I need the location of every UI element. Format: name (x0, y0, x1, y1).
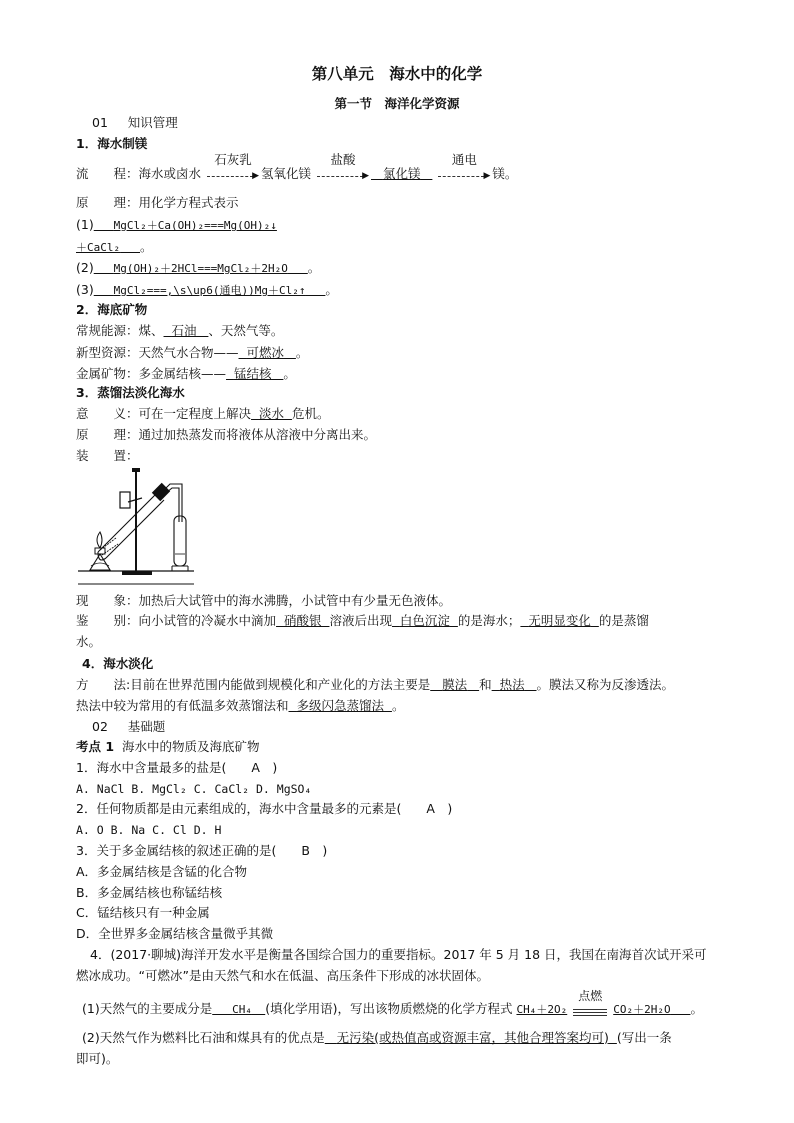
answer-blank (289, 698, 392, 713)
question-3-option-d: D．全世界多金属结核含量微乎其微 (76, 926, 274, 941)
text: (写出一条 (616, 1030, 672, 1045)
text: (1)天然气的主要成分是 (82, 1001, 213, 1016)
text: (填化学用语)，写出该物质燃烧的化学方程式 (265, 1001, 513, 1016)
question-3: 3．关于多金属结核的叙述正确的是( B ) (76, 843, 328, 858)
question-4-part1: (1)天然气的主要成分是 CH₄ (填化学用语)，写出该物质燃烧的化学方程式 CH₄＋2O₂ 点燃 CO₂＋2H₂O 。 (82, 1000, 703, 1019)
answer-blank (251, 406, 292, 421)
text: 用化学方程式表示 (138, 195, 239, 210)
minerals-heading: 2．海底矿物 (76, 302, 148, 317)
section-name: 基础题 (127, 719, 166, 734)
answer-blank (492, 677, 537, 692)
answer-blank (371, 166, 432, 181)
eq-text: MgCl₂＋Ca(OH)₂===Mg(OH)₂↓ (113, 219, 277, 232)
distill-phenomenon (76, 592, 451, 610)
equation-1 (76, 216, 277, 235)
answer-blank (94, 262, 308, 275)
section-number: 02 (92, 719, 108, 734)
distill-principle (76, 426, 376, 444)
question-4-part2-wrap: 即可)。 (76, 1051, 119, 1066)
eq-text: ＋CaCl₂ (76, 241, 121, 254)
question-2: 2．任何物质都是由元素组成的，海水中含量最多的元素是( A ) (76, 801, 453, 816)
question-3-option-b: B．多金属结核也称锰结核 (76, 885, 223, 900)
arrow-head-icon: ▶ (483, 170, 491, 181)
label: 流 程： (76, 166, 139, 181)
label: 意 义： (76, 406, 139, 421)
distill-identify-wrap: 水。 (76, 634, 102, 649)
eq-text: Mg(OH)₂＋2HCl===MgCl₂＋2H₂O (113, 262, 288, 275)
blank-text: 膜法 (442, 677, 468, 692)
answer-blank (212, 1003, 265, 1016)
equation-1-cont: ＋CaCl₂ 。 (76, 239, 153, 254)
section-number: 01 (92, 115, 108, 130)
answer-blank (164, 323, 209, 338)
desal-heading: 4．海水淡化 (82, 656, 154, 671)
text: 加热后大试管中的海水沸腾，小试管中有少量无色液体。 (138, 593, 452, 608)
answer-blank (520, 613, 598, 628)
mg-flow (76, 151, 518, 184)
eq-text: CO₂＋2H₂O (613, 1003, 671, 1016)
answer-blank (76, 241, 140, 254)
question-3-option-a: A．多金属结核是含锰的化合物 (76, 864, 248, 879)
answer-blank (276, 613, 329, 628)
distill-identify (76, 612, 649, 630)
arrow-label: 盐酸 (330, 151, 356, 167)
text: 通过加热蒸发而将液体从溶液中分离出来。 (138, 427, 377, 442)
flow-start: 海水或卤水 (138, 166, 202, 181)
arrow-label: 通电 (451, 151, 477, 167)
exam-point (76, 738, 260, 756)
question-3-option-c: C．锰结核只有一种金属 (76, 905, 210, 920)
text: 的是蒸馏 (598, 613, 649, 628)
answer-blank (94, 219, 277, 232)
mg-heading: 1．海水制镁 (76, 136, 148, 151)
text: (2)天然气作为燃料比石油和煤具有的优点是 (82, 1030, 325, 1045)
answer-blank (613, 1003, 690, 1016)
eq-text: CH₄＋2O₂ (516, 1003, 568, 1016)
minerals-conventional (76, 322, 283, 340)
text: 、天然气等。 (208, 323, 284, 338)
minerals-metal: 金属矿物：多金属结核—— 锰结核 。 (76, 366, 296, 381)
text: 向小试管的冷凝水中滴加 (138, 613, 277, 628)
text: 。膜法又称为反渗透法。 (536, 677, 675, 692)
arrow-2 (315, 151, 371, 184)
label: 方 法: (76, 677, 131, 692)
blank-text: 氯化镁 (382, 166, 421, 181)
blank-text: 无污染(或热值高或资源丰富，其他合理答案均可) (336, 1030, 609, 1045)
text: 和 (479, 677, 492, 692)
eq-number: (3) (76, 282, 94, 297)
arrow-label: 石灰乳 (214, 151, 252, 167)
question-4-line1: 4．(2017·聊城)海洋开发水平是衡量各国综合国力的重要指标。2017 年 5 月 18 日，我国在南海首次试开采可 (90, 947, 707, 962)
blank-text: 硝酸银 (283, 613, 322, 628)
question-1-options: A. NaCl B. MgCl₂ C. CaCl₂ D. MgSO₄ (76, 782, 312, 796)
distillation-apparatus-illustration (76, 462, 200, 588)
section-name: 知识管理 (127, 115, 178, 130)
unit-title: 第八单元 海水中的化学 (311, 65, 483, 83)
mg-principle (76, 194, 239, 212)
section-01-heading (92, 114, 178, 132)
arrow-3 (436, 151, 492, 184)
text: 热法中较为常用的有低温多效蒸馏法和 (76, 698, 289, 713)
label: 装 置： (76, 448, 139, 463)
question-1: 1．海水中含量最多的盐是( A ) (76, 760, 278, 775)
text: 的是海水； (457, 613, 521, 628)
text: 危机。 (291, 406, 330, 421)
minerals-new: 新型资源：天然气水合物—— 可燃冰 。 (76, 345, 309, 360)
blank-text: 锰结核 (233, 366, 272, 381)
blank-text: CH₄ (232, 1003, 252, 1016)
eq-number: (1) (76, 217, 94, 232)
blank-text: 多级闪急蒸馏法 (296, 698, 384, 713)
answer-blank (430, 677, 479, 692)
flow-node: 镁。 (492, 166, 518, 181)
label: 金属矿物：多金属结核—— (76, 366, 227, 381)
eq-text: MgCl₂===,\s\up6(通电))Mg＋Cl₂↑ (113, 284, 306, 297)
distill-meaning (76, 405, 329, 423)
answer-blank (226, 366, 283, 381)
equation-2: (2) Mg(OH)₂＋2HCl===MgCl₂＋2H₂O 。 (76, 260, 321, 275)
question-2-options: A. O B. Na C. Cl D. H (76, 823, 222, 837)
blank-text: 可燃冰 (246, 345, 284, 360)
text: 溶液后出现 (329, 613, 392, 628)
question-4-line2: 燃冰成功。“可燃冰”是由天然气和水在低温、高压条件下形成的冰状固体。 (76, 968, 489, 983)
section-title: 第一节 海洋化学资源 (334, 96, 460, 111)
label: 现 象： (76, 593, 139, 608)
arrow-1 (205, 151, 261, 184)
equation-3: (3) MgCl₂===,\s\up6(通电))Mg＋Cl₂↑ 。 (76, 282, 338, 297)
blank-text: 白色沉淀 (399, 613, 450, 628)
blank-text: 淡水 (258, 406, 284, 421)
label: 常规能源：煤、 (76, 323, 164, 338)
desal-line2: 热法中较为常用的有低温多效蒸馏法和 多级闪急蒸馏法 。 (76, 698, 405, 713)
answer-blank (325, 1030, 617, 1045)
section-02-heading (92, 718, 165, 736)
text: 海水中的物质及海底矿物 (122, 739, 260, 754)
blank-text: 石油 (171, 323, 197, 338)
blank-text: 热法 (499, 677, 525, 692)
answer-blank (516, 1003, 567, 1016)
desal-method (76, 676, 674, 694)
eq-number: (2) (76, 260, 94, 275)
flow-node: 氢氧化镁 (261, 166, 312, 181)
text: 可在一定程度上解决 (138, 406, 252, 421)
condition-label: 点燃 (578, 988, 603, 1003)
label: 鉴 别： (76, 613, 139, 628)
question-4-part2 (82, 1029, 672, 1047)
arrow-head-icon: ▶ (252, 170, 260, 181)
label: 新型资源：天然气水合物—— (76, 345, 239, 360)
answer-blank (94, 284, 326, 297)
label: 原 理： (76, 427, 139, 442)
answer-blank (239, 345, 296, 360)
label: 考点 1 (76, 739, 115, 754)
arrow-head-icon: ▶ (362, 170, 370, 181)
reaction-condition (567, 988, 613, 1019)
label: 原 理： (76, 195, 139, 210)
distill-heading: 3．蒸馏法淡化海水 (76, 385, 185, 400)
answer-blank (392, 613, 458, 628)
text: 目前在世界范围内能做到规模化和产业化的方法主要是 (130, 677, 431, 692)
blank-text: 无明显变化 (528, 613, 591, 628)
